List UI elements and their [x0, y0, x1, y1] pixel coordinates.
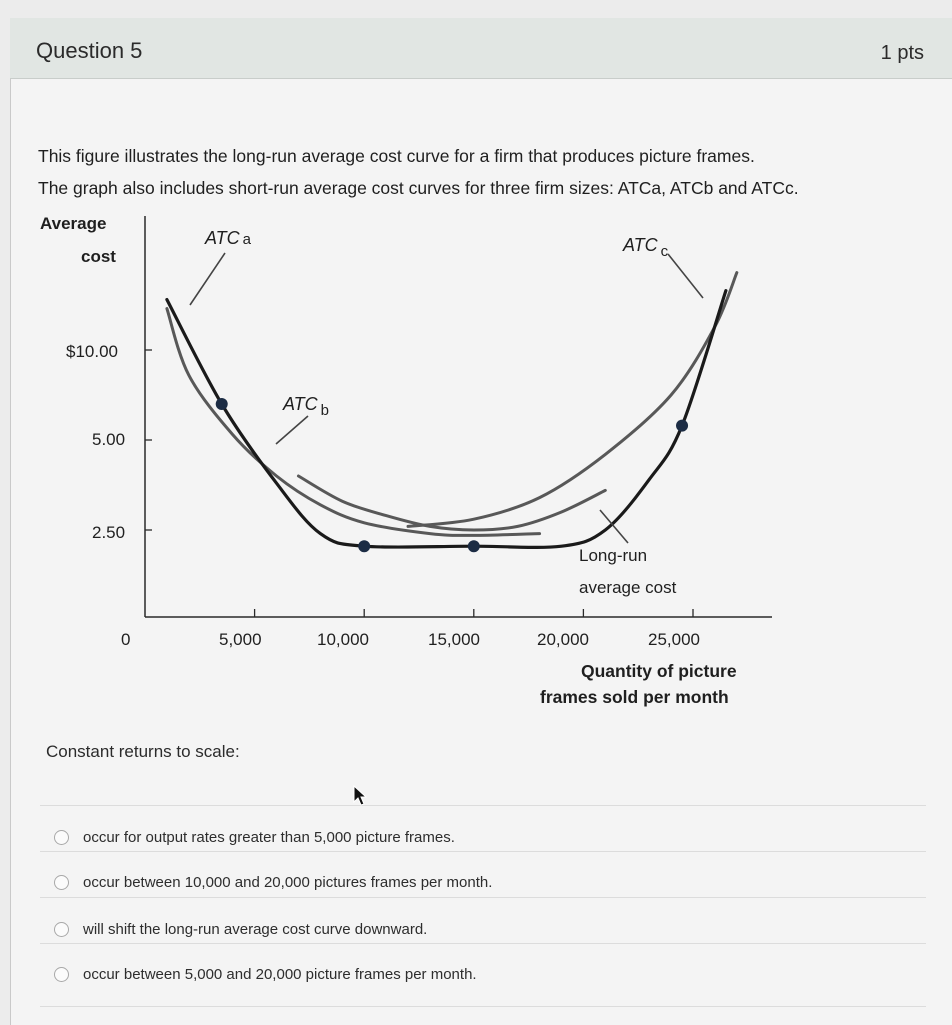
answer-option[interactable] — [54, 918, 427, 940]
divider — [40, 805, 926, 806]
question-points: 1 pts — [880, 42, 924, 64]
divider — [40, 851, 926, 852]
curve-atca — [167, 309, 540, 536]
lrac-leader — [600, 510, 628, 543]
divider — [40, 897, 926, 898]
answer-option[interactable] — [54, 826, 455, 848]
lrac-label: average cost — [579, 578, 677, 597]
answer-option[interactable] — [54, 963, 477, 985]
x-axis-label: frames sold per month — [540, 687, 729, 707]
atcb-label: ATC $_b$ — [283, 394, 330, 419]
atca-leader — [190, 253, 225, 305]
answer-option[interactable] — [54, 871, 492, 893]
option-label[interactable]: will shift the long-run average cost curve downward. — [83, 920, 428, 938]
x-tick-label: 5,000 — [219, 630, 262, 649]
radio-button[interactable] — [54, 922, 69, 937]
intro-line: The graph also includes short-run average cost curves for three firm sizes: ATCa, ATCb and ATCc. — [38, 178, 799, 198]
x-tick-label: 15,000 — [428, 630, 480, 649]
atcc-leader — [668, 254, 703, 298]
atcc-label: ATC $_c$ — [623, 235, 669, 260]
y-axis-label: Average — [40, 214, 107, 233]
radio-button[interactable] — [54, 830, 69, 845]
option-label[interactable]: occur for output rates greater than 5,000 picture frames. — [83, 828, 455, 846]
intersection-point — [676, 420, 688, 432]
x-tick-label: 0 — [121, 630, 131, 649]
y-tick-label: 5.00 — [92, 430, 126, 449]
option-label[interactable]: occur between 10,000 and 20,000 pictures frames per month. — [83, 873, 493, 891]
intro-line: This figure illustrates the long-run average cost curve for a firm that produces picture frames. — [38, 146, 755, 166]
intersection-point — [216, 398, 228, 410]
x-tick-label: 25,000 — [648, 630, 700, 649]
radio-button[interactable] — [54, 875, 69, 890]
x-tick-label: 10,000 — [317, 630, 369, 649]
option-label[interactable]: occur between 5,000 and 20,000 picture frames per month. — [83, 965, 477, 983]
divider — [40, 943, 926, 944]
x-axis-label: Quantity of picture — [581, 661, 737, 681]
divider — [40, 1006, 926, 1007]
x-tick-label: 20,000 — [537, 630, 589, 649]
radio-button[interactable] — [54, 967, 69, 982]
mouse-cursor-icon — [353, 785, 369, 809]
y-tick-label: $10.00 — [66, 342, 118, 361]
question-prompt: Constant returns to scale: — [46, 742, 240, 761]
question-title: Question 5 — [36, 38, 143, 63]
atcb-leader — [276, 416, 308, 444]
atca-label: ATC a — [205, 228, 252, 248]
curve-long-run-average-cost — [167, 291, 726, 548]
curve-atcc — [408, 273, 737, 527]
intersection-point — [358, 540, 370, 552]
lrac-label: Long-run — [579, 546, 648, 565]
intersection-point — [468, 540, 480, 552]
y-axis-label: cost — [81, 247, 116, 266]
y-tick-label: 2.50 — [92, 523, 126, 542]
